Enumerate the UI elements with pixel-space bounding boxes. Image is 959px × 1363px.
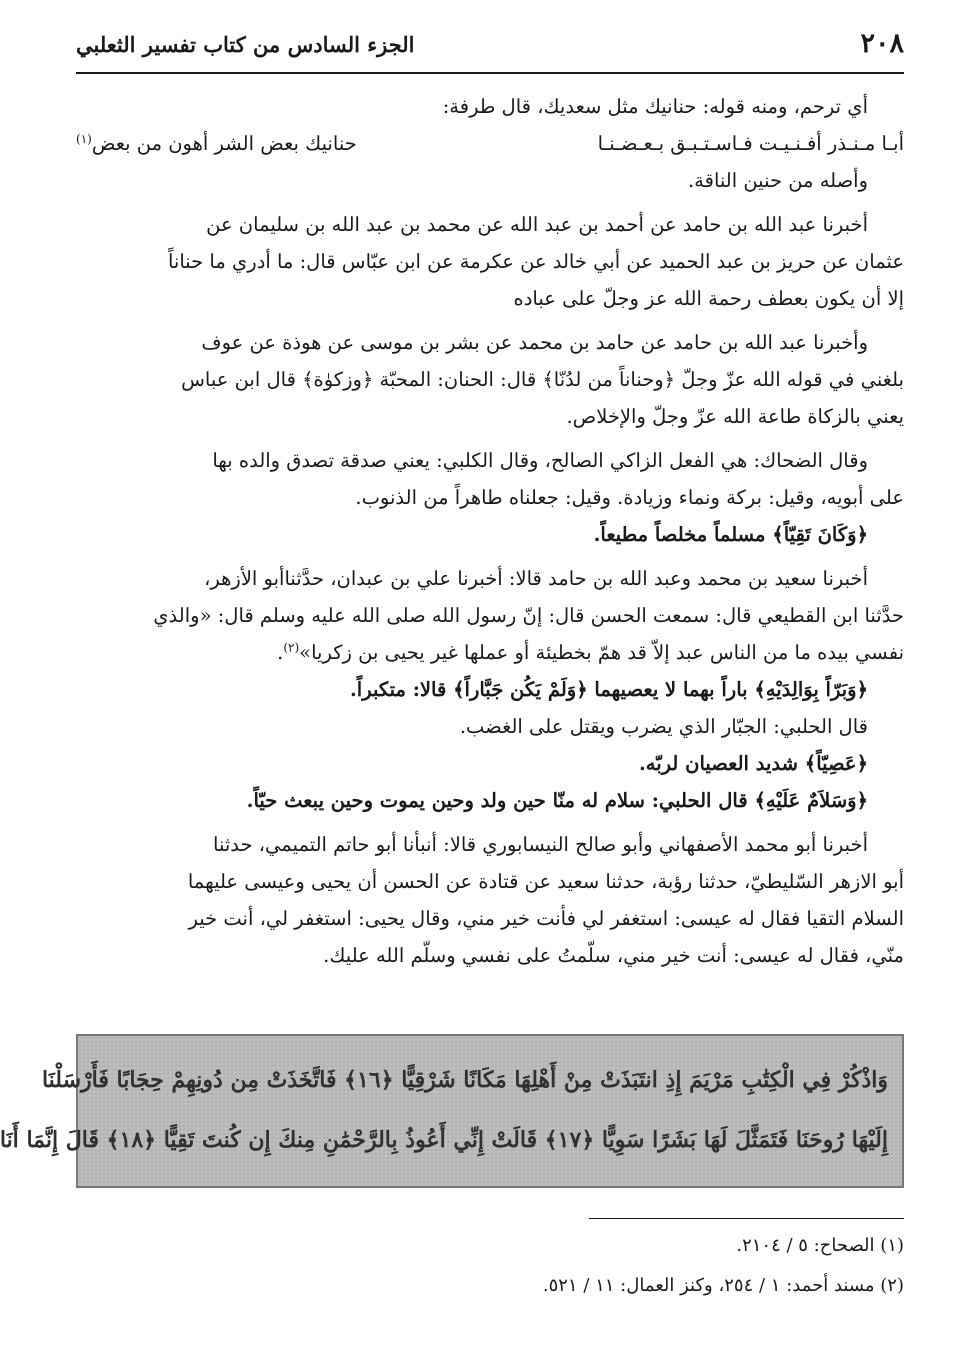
quran-verse-line: إِلَيْهَا رُوحَنَا فَتَمَثَّلَ لَهَا بَشَرًا سَوِيًّا ﴿١٧﴾ قَالَتْ إِنِّي أَعُوذُ بِالرَّحْمَٰنِ مِنكَ إِن كُنتَ تَقِيًّا ﴿١٨﴾ قَالَ إِنَّمَا أَنَا <box>0 1127 888 1153</box>
text-line: أخبرنا أبو محمد الأصفهاني وأبو صالح النيسابوري قالا: أنبأنا أبو حاتم التميمي، حدثنا <box>213 833 868 856</box>
text-line: إلا أن يكون بعطف رحمة الله عز وجلّ على عباده <box>513 287 904 310</box>
quran-gloss-line: ﴿وَكَانَ تَقِيّاً﴾ مسلماً مخلصاً مطيعاً. <box>593 523 868 546</box>
text-line: حدَّثنا ابن القطيعي قال: سمعت الحسن قال: إنّ رسول الله صلى الله عليه وسلم قال: «والذي <box>153 604 904 627</box>
footnote-divider <box>589 1218 904 1219</box>
footnote: (١) الصحاح: ٥ / ٢١٠٤. <box>736 1235 904 1256</box>
verse-hemistich-2: حنانيك بعض الشر أهون من بعض(١) <box>76 131 357 155</box>
text-line: على أبويه، وقيل: بركة ونماء وزيادة. وقيل: جعلناه طاهراً من الذنوب. <box>355 486 904 509</box>
quran-verse-line: وَاذْكُرْ فِي الْكِتَٰبِ مَرْيَمَ إِذِ انتَبَذَتْ مِنْ أَهْلِهَا مَكَانًا شَرْقِيًّا ﴿١٦﴾ فَاتَّخَذَتْ مِن دُونِهِمْ حِجَابًا فَأَرْسَلْنَا <box>41 1067 888 1093</box>
text-line: أخبرنا عبد الله بن حامد عن أحمد بن عبد الله عن محمد بن عبد الله بن سليمان عن <box>206 213 868 236</box>
text-line: أبو الازهر السّليطيّ، حدثنا رؤبة، حدثنا سعيد عن قتادة عن الحسن أن يحيى وعيسى عليهما <box>187 870 904 893</box>
text-line: السلام التقيا فقال له عيسى: استغفر لي فأنت خير مني، وقال يحيى: استغفر لي، أنت خير <box>188 907 904 930</box>
text-line: وقال الضحاك: هي الفعل الزاكي الصالح، وقال الكلبي: يعني صدقة تصدق والده بها <box>212 449 868 472</box>
footnote: (٢) مسند أحمد: ١ / ٢٥٤، وكنز العمال: ١١ / ٥٢١. <box>542 1275 904 1296</box>
text-line: وأصله من حنين الناقة. <box>687 169 868 192</box>
page-number: ٢٠٨ <box>860 28 904 59</box>
text-line: أي ترحم، ومنه قوله: حنانيك مثل سعديك، قال طرفة: <box>442 95 868 118</box>
quran-gloss-line: ﴿وَسَلاَمٌ عَلَيْهِ﴾ قال الحلبي: سلام له منّا حين ولد وحين يموت وحين يبعث حيّاً. <box>246 789 868 812</box>
text-line: عثمان عن حريز بن عبد الحميد عن أبي خالد عن عكرمة عن ابن عبّاس قال: ما أدري ما حناناً <box>167 250 904 273</box>
main-text <box>76 88 904 974</box>
footnote-marker: (٢) <box>283 640 300 655</box>
page-header <box>76 26 904 70</box>
footnotes <box>76 1226 904 1306</box>
text-line: قال الحلبي: الجبّار الذي يضرب ويقتل على الغضب. <box>459 715 868 738</box>
quran-gloss-line: ﴿عَصِيّاً﴾ شديد العصيان لربّه. <box>638 752 868 775</box>
text-line: نفسي بيده ما من الناس عبد إلاّ قد همّ بخطيئة أو عملها غير يحيى بن زكريا»$^{(٢)}$. <box>277 640 904 664</box>
text-line: وأخبرنا عبد الله بن حامد عن حامد بن محمد عن بشر بن موسى عن هوذة عن عوف <box>201 331 868 354</box>
quran-gloss-line: ﴿وَبَرّاً بِوَالِدَيْهِ﴾ باراً بهما لا يعصيهما ﴿وَلَمْ يَكُن جَبَّاراً﴾ قالا: متكبراً. <box>350 678 868 701</box>
text-line: بلغني في قوله الله عزّ وجلّ ﴿وحناناً من لدُنّا﴾ قال: الحنان: المحبّة ﴿وزكوٰة﴾ قال ابن عباس <box>181 368 904 391</box>
header-divider <box>76 72 904 74</box>
text-line: منّي، فقال له عيسى: أنت خير مني، سلّمتُ على نفسي وسلّم الله عليك. <box>323 944 904 967</box>
text-line: أخبرنا سعيد بن محمد وعبد الله بن حامد قالا: أخبرنا علي بن عبدان، حدَّثناأبو الأزهر، <box>204 567 868 590</box>
verse-hemistich-1: أبـا مـنـذر أفـنـيـت فـاسـتـبـق بـعـضـنـا <box>597 132 904 155</box>
poetry-verse <box>76 125 904 162</box>
quran-verses-box <box>0 1034 904 1188</box>
text-line: يعني بالزكاة طاعة الله عزّ وجلّ والإخلاص. <box>566 405 904 428</box>
running-title: الجزء السادس من كتاب تفسير الثعلبي <box>76 32 415 57</box>
